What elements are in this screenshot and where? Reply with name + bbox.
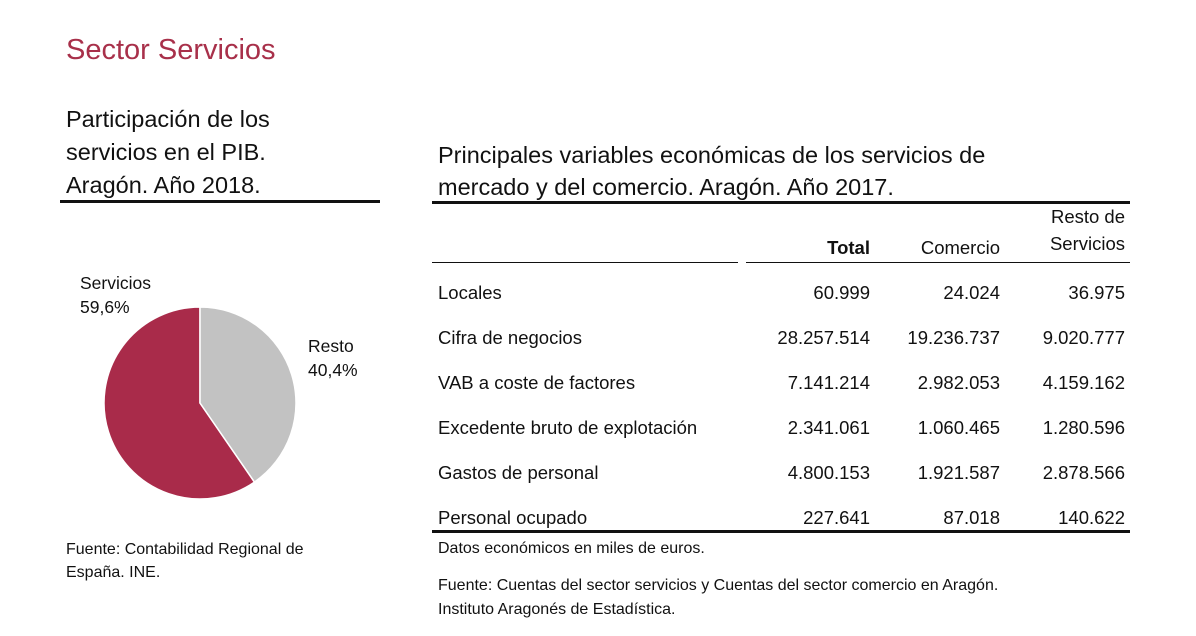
header-total: Total bbox=[827, 237, 870, 258]
table-bottom-rule bbox=[432, 530, 1130, 533]
table-source-line: Fuente: Cuentas del sector servicios y Cuentas del sector comercio en Aragón. bbox=[438, 577, 999, 594]
pie-title-line: servicios en el PIB. bbox=[66, 139, 266, 165]
table-title-line: Principales variables económicas de los servicios de bbox=[438, 142, 986, 168]
table-source bbox=[438, 574, 998, 622]
pie-title-line: Aragón. Año 2018. bbox=[66, 172, 261, 198]
cell-comercio: 19.236.737 bbox=[907, 327, 1000, 348]
cell-resto: 2.878.566 bbox=[1042, 462, 1125, 483]
pie-source-line: España. INE. bbox=[66, 564, 161, 581]
header-comercio: Comercio bbox=[920, 237, 1000, 258]
cell-comercio: 24.024 bbox=[943, 282, 1000, 303]
cell-total: 60.999 bbox=[813, 282, 870, 303]
cell-resto: 4.159.162 bbox=[1042, 372, 1125, 393]
cell-total: 4.800.153 bbox=[787, 462, 870, 483]
pie-label-name: Servicios bbox=[80, 273, 151, 293]
cell-resto: 1.280.596 bbox=[1042, 417, 1125, 438]
cell-comercio: 2.982.053 bbox=[917, 372, 1000, 393]
header-rule-label bbox=[432, 262, 738, 263]
pie-label-name: Resto bbox=[308, 336, 354, 356]
table-note: Datos económicos en miles de euros. bbox=[438, 540, 705, 557]
cell-comercio: 87.018 bbox=[943, 507, 1000, 528]
cell-comercio: 1.060.465 bbox=[917, 417, 1000, 438]
cell-total: 28.257.514 bbox=[777, 327, 870, 348]
cell-comercio: 1.921.587 bbox=[917, 462, 1000, 483]
cell-resto: 36.975 bbox=[1068, 282, 1125, 303]
header-rule-values bbox=[746, 262, 1130, 263]
cell-total: 227.641 bbox=[803, 507, 870, 528]
table-title-line: mercado y del comercio. Aragón. Año 2017. bbox=[438, 174, 894, 200]
pie-chart bbox=[60, 262, 390, 512]
row-label: Personal ocupado bbox=[438, 507, 588, 528]
table-source-line: Instituto Aragonés de Estadística. bbox=[438, 601, 676, 618]
cell-total: 7.141.214 bbox=[787, 372, 870, 393]
header-resto-line2: Servicios bbox=[1049, 233, 1125, 254]
row-label: Excedente bruto de explotación bbox=[438, 417, 698, 438]
pie-source-line: Fuente: Contabilidad Regional de bbox=[66, 541, 304, 558]
cell-resto: 140.622 bbox=[1058, 507, 1125, 528]
row-label: Locales bbox=[438, 282, 502, 303]
row-label: Cifra de negocios bbox=[438, 327, 582, 348]
cell-resto: 9.020.777 bbox=[1042, 327, 1125, 348]
page-title: Sector Servicios bbox=[66, 34, 276, 66]
pie-source bbox=[66, 538, 366, 584]
pie-chart-title bbox=[66, 103, 386, 202]
row-label: VAB a coste de factores bbox=[438, 372, 636, 393]
cell-total: 2.341.061 bbox=[787, 417, 870, 438]
table-title-rule bbox=[432, 201, 1130, 204]
pie-label-value: 59,6% bbox=[80, 297, 130, 317]
header-resto-line1: Resto de bbox=[1050, 206, 1125, 227]
row-label: Gastos de personal bbox=[438, 462, 599, 483]
pie-title-line: Participación de los bbox=[66, 106, 270, 132]
pie-title-rule bbox=[60, 200, 380, 203]
table-title bbox=[438, 139, 985, 203]
pie-label-value: 40,4% bbox=[308, 360, 358, 380]
